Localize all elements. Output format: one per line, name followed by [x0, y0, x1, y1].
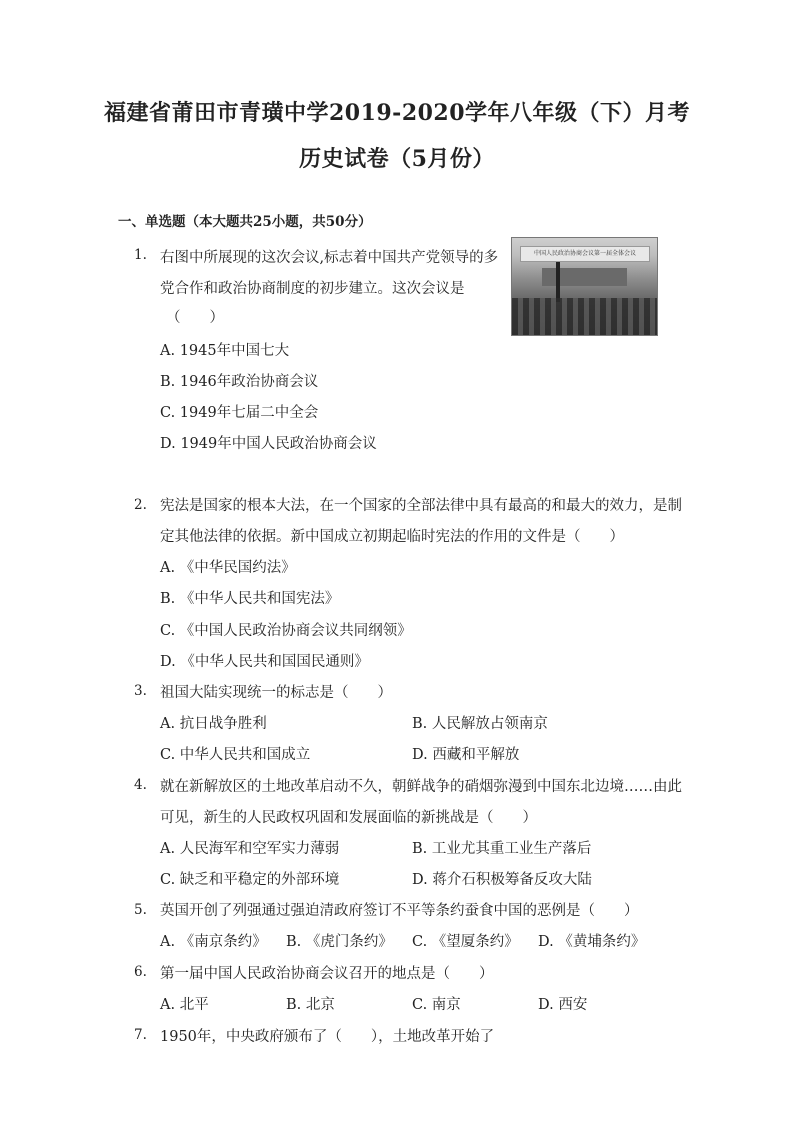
exam-title: 福建省莆田市青璜中学2019-2020学年八年级（下）月考	[103, 100, 691, 126]
question-text: 可见，新生的人民政权巩固和发展面临的新挑战是（ ）	[160, 810, 537, 826]
section-heading: 一、单选题（本大题共25小题，共50分）	[118, 214, 372, 230]
question-number: 2.	[134, 497, 147, 513]
option[interactable]: B. 人民解放占领南京	[412, 716, 548, 732]
question-text: 第一届中国人民政治协商会议召开的地点是（ ）	[160, 966, 494, 982]
question-text: 1950年，中央政府颁布了（ ），土地改革开始了	[160, 1029, 495, 1045]
option[interactable]: A. 《中华民国约法》	[160, 560, 296, 576]
photo-stage	[542, 268, 627, 286]
question-text: 宪法是国家的根本大法，在一个国家的全部法律中具有最高的和最大的效力，是制	[160, 498, 682, 514]
option[interactable]: C. 缺乏和平稳定的外部环境	[160, 872, 340, 888]
photo-flagpole	[556, 262, 560, 302]
answer-blank: （ ）	[166, 310, 224, 326]
option[interactable]: D. 西藏和平解放	[412, 747, 520, 763]
option[interactable]: A. 抗日战争胜利	[160, 716, 267, 732]
option[interactable]: D. 《黄埔条约》	[538, 934, 646, 950]
question-text: 党合作和政治协商制度的初步建立。这次会议是	[160, 281, 465, 297]
question-number: 4.	[134, 777, 147, 793]
option[interactable]: C. 中华人民共和国成立	[160, 747, 311, 763]
photo-audience	[512, 298, 657, 335]
question-number: 3.	[134, 683, 147, 699]
option[interactable]: A. 人民海军和空军实力薄弱	[160, 841, 340, 857]
exam-subtitle: 历史试卷（5月份）	[299, 146, 495, 172]
option[interactable]: B. 《虎门条约》	[286, 934, 393, 950]
question-number: 7.	[134, 1027, 147, 1043]
option[interactable]: A. 1945年中国七大	[160, 343, 290, 359]
question-number: 5.	[134, 902, 147, 918]
question-text: 定其他法律的依据。新中国成立初期起临时宪法的作用的文件是（ ）	[160, 529, 624, 545]
question-text: 右图中所展现的这次会议,标志着中国共产党领导的多	[160, 250, 499, 266]
question-text: 就在新解放区的土地改革启动不久，朝鲜战争的硝烟弥漫到中国东北边境……由此	[160, 779, 682, 795]
option[interactable]: C. 《中国人民政治协商会议共同纲领》	[160, 623, 412, 639]
option[interactable]: C. 南京	[412, 997, 461, 1013]
option[interactable]: B. 工业尤其重工业生产落后	[412, 841, 592, 857]
option[interactable]: D. 1949年中国人民政治协商会议	[160, 436, 377, 452]
option[interactable]: D. 蒋介石积极筹备反攻大陆	[412, 872, 592, 888]
option[interactable]: B. 《中华人民共和国宪法》	[160, 591, 340, 607]
option[interactable]: A. 《南京条约》	[160, 934, 267, 950]
option[interactable]: B. 北京	[286, 997, 335, 1013]
question-text: 英国开创了列强通过强迫清政府签订不平等条约蚕食中国的恶例是（ ）	[160, 903, 639, 919]
option[interactable]: C. 《望厦条约》	[412, 934, 519, 950]
option[interactable]: D. 西安	[538, 997, 588, 1013]
option[interactable]: C. 1949年七届二中全会	[160, 405, 319, 421]
option[interactable]: A. 北平	[160, 997, 209, 1013]
photo-banner: 中国人民政治协商会议第一届全体会议	[520, 246, 650, 262]
question-number: 1.	[134, 247, 147, 263]
option[interactable]: D. 《中华人民共和国国民通则》	[160, 654, 369, 670]
meeting-photo	[511, 237, 658, 336]
question-text: 祖国大陆实现统一的标志是（ ）	[160, 685, 392, 701]
option[interactable]: B. 1946年政治协商会议	[160, 374, 319, 390]
question-number: 6.	[134, 964, 147, 980]
